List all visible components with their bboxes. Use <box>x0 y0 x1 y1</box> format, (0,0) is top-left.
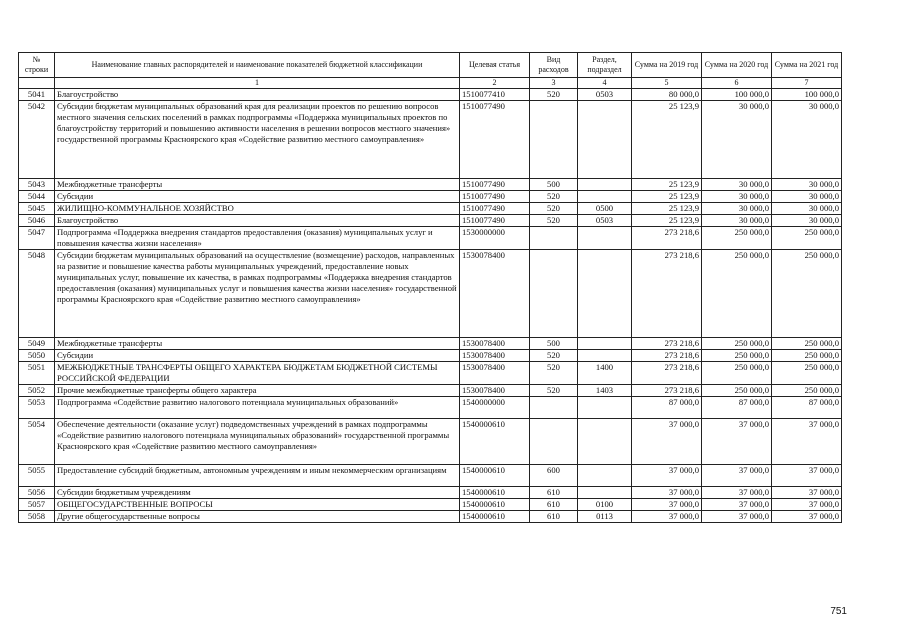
table-row <box>19 499 842 511</box>
cell-name: Предоставление субсидий бюджетным, автономным учреждениям и иным некоммерческим организациям <box>55 465 460 487</box>
cell-section <box>578 191 632 203</box>
cell-expense-type: 600 <box>530 465 578 487</box>
cell-section: 0113 <box>578 511 632 523</box>
cell-section <box>578 179 632 191</box>
cell-sum-2020: 37 000,0 <box>702 465 772 487</box>
cell-row-number: 5045 <box>19 203 55 215</box>
table-row <box>19 362 842 385</box>
cell-section: 0100 <box>578 499 632 511</box>
cell-expense-type: 520 <box>530 385 578 397</box>
cell-name: Подпрограмма «Содействие развитию налогового потенциала муниципальных образований» <box>55 397 460 419</box>
column-number: 4 <box>578 78 632 89</box>
cell-sum-2020: 250 000,0 <box>702 385 772 397</box>
cell-sum-2021: 30 000,0 <box>772 101 842 179</box>
cell-sum-2019: 37 000,0 <box>632 419 702 465</box>
cell-section: 1400 <box>578 362 632 385</box>
cell-row-number: 5041 <box>19 89 55 101</box>
cell-sum-2019: 25 123,9 <box>632 101 702 179</box>
cell-expense-type: 610 <box>530 487 578 499</box>
table-header-row <box>19 53 842 78</box>
cell-sum-2019: 273 218,6 <box>632 362 702 385</box>
column-number: 2 <box>460 78 530 89</box>
cell-target-article: 1540000610 <box>460 465 530 487</box>
cell-expense-type: 520 <box>530 362 578 385</box>
cell-row-number: 5044 <box>19 191 55 203</box>
cell-target-article: 1510077490 <box>460 203 530 215</box>
cell-section <box>578 250 632 338</box>
cell-row-number: 5046 <box>19 215 55 227</box>
cell-sum-2020: 37 000,0 <box>702 511 772 523</box>
cell-target-article: 1530078400 <box>460 338 530 350</box>
cell-section <box>578 227 632 250</box>
cell-target-article: 1510077490 <box>460 179 530 191</box>
cell-section <box>578 397 632 419</box>
header-sum-2019: Сумма на 2019 год <box>632 53 702 78</box>
table-row <box>19 338 842 350</box>
header-expense-type: Вид расходов <box>530 53 578 78</box>
cell-expense-type: 610 <box>530 511 578 523</box>
table-row <box>19 101 842 179</box>
cell-sum-2019: 37 000,0 <box>632 511 702 523</box>
cell-target-article: 1530078400 <box>460 250 530 338</box>
header-name: Наименование главных распорядителей и наименование показателей бюджетной классификации <box>55 53 460 78</box>
header-sum-2021: Сумма на 2021 год <box>772 53 842 78</box>
cell-target-article: 1540000610 <box>460 511 530 523</box>
cell-sum-2021: 30 000,0 <box>772 191 842 203</box>
cell-sum-2019: 25 123,9 <box>632 179 702 191</box>
cell-expense-type: 500 <box>530 179 578 191</box>
cell-row-number: 5055 <box>19 465 55 487</box>
cell-target-article: 1510077490 <box>460 191 530 203</box>
cell-target-article: 1510077410 <box>460 89 530 101</box>
cell-sum-2021: 30 000,0 <box>772 203 842 215</box>
cell-row-number: 5042 <box>19 101 55 179</box>
cell-section <box>578 419 632 465</box>
cell-sum-2019: 25 123,9 <box>632 191 702 203</box>
cell-sum-2021: 100 000,0 <box>772 89 842 101</box>
table-row <box>19 419 842 465</box>
cell-target-article: 1540000000 <box>460 397 530 419</box>
cell-sum-2019: 273 218,6 <box>632 350 702 362</box>
cell-target-article: 1540000610 <box>460 419 530 465</box>
column-numbers-row <box>19 78 842 89</box>
cell-expense-type: 520 <box>530 350 578 362</box>
cell-target-article: 1540000610 <box>460 499 530 511</box>
cell-name: Субсидии бюджетным учреждениям <box>55 487 460 499</box>
column-number: 7 <box>772 78 842 89</box>
cell-name: ЖИЛИЩНО-КОММУНАЛЬНОЕ ХОЗЯЙСТВО <box>55 203 460 215</box>
header-target-article: Целевая статья <box>460 53 530 78</box>
cell-sum-2020: 30 000,0 <box>702 203 772 215</box>
cell-sum-2021: 250 000,0 <box>772 338 842 350</box>
cell-sum-2021: 250 000,0 <box>772 250 842 338</box>
cell-sum-2019: 37 000,0 <box>632 465 702 487</box>
cell-row-number: 5052 <box>19 385 55 397</box>
cell-sum-2021: 37 000,0 <box>772 499 842 511</box>
cell-sum-2020: 30 000,0 <box>702 215 772 227</box>
cell-sum-2020: 30 000,0 <box>702 191 772 203</box>
table-row <box>19 250 842 338</box>
cell-row-number: 5051 <box>19 362 55 385</box>
table-row <box>19 203 842 215</box>
cell-expense-type: 610 <box>530 499 578 511</box>
column-number: 1 <box>55 78 460 89</box>
page-number: 751 <box>830 606 847 617</box>
column-number: 3 <box>530 78 578 89</box>
table-row <box>19 191 842 203</box>
cell-section: 0503 <box>578 215 632 227</box>
header-sum-2020: Сумма на 2020 год <box>702 53 772 78</box>
cell-sum-2020: 250 000,0 <box>702 350 772 362</box>
header-section: Раздел, подраздел <box>578 53 632 78</box>
cell-sum-2020: 100 000,0 <box>702 89 772 101</box>
cell-target-article: 1530078400 <box>460 362 530 385</box>
cell-name: Субсидии <box>55 191 460 203</box>
cell-sum-2021: 37 000,0 <box>772 487 842 499</box>
cell-name: Субсидии бюджетам муниципальных образований края для реализации проектов по решению вопросов местного значения сельских поселений в рамках подпрограммы «Поддержка муниципальных проектов по благоустройству территорий и повышению активности населения в решении вопросов местного значения» государственной программы Красноярского края «Содействие развитию местного самоуправления» <box>55 101 460 179</box>
cell-section <box>578 101 632 179</box>
cell-section <box>578 465 632 487</box>
cell-sum-2021: 37 000,0 <box>772 465 842 487</box>
cell-row-number: 5058 <box>19 511 55 523</box>
cell-name: ОБЩЕГОСУДАРСТВЕННЫЕ ВОПРОСЫ <box>55 499 460 511</box>
cell-sum-2021: 37 000,0 <box>772 511 842 523</box>
cell-row-number: 5054 <box>19 419 55 465</box>
cell-section <box>578 487 632 499</box>
cell-sum-2020: 37 000,0 <box>702 419 772 465</box>
cell-sum-2019: 25 123,9 <box>632 203 702 215</box>
cell-target-article: 1530000000 <box>460 227 530 250</box>
cell-sum-2021: 30 000,0 <box>772 179 842 191</box>
cell-row-number: 5047 <box>19 227 55 250</box>
cell-sum-2019: 37 000,0 <box>632 487 702 499</box>
table-row <box>19 89 842 101</box>
cell-sum-2020: 37 000,0 <box>702 499 772 511</box>
table-row <box>19 397 842 419</box>
cell-expense-type <box>530 419 578 465</box>
cell-row-number: 5056 <box>19 487 55 499</box>
table-row <box>19 350 842 362</box>
cell-sum-2021: 250 000,0 <box>772 350 842 362</box>
header-row-number: № строки <box>19 53 55 78</box>
table-body <box>19 89 842 523</box>
cell-expense-type: 520 <box>530 191 578 203</box>
cell-sum-2019: 87 000,0 <box>632 397 702 419</box>
cell-name: Благоустройство <box>55 215 460 227</box>
cell-name: Другие общегосударственные вопросы <box>55 511 460 523</box>
cell-sum-2021: 250 000,0 <box>772 227 842 250</box>
cell-name: Субсидии бюджетам муниципальных образований на осуществление (возмещение) расходов, направленных на развитие и повышение качества работы муниципальных учреждений, предоставление новых муниципальных услуг, повышение их качества, в рамках подпрограммы «Поддержка внедрения стандартов предоставления (оказания) муниципальных услуг и повышения качества жизни населения» государственной программы Красноярского края «Содействие развитию местного самоуправления» <box>55 250 460 338</box>
table-row <box>19 487 842 499</box>
cell-target-article: 1510077490 <box>460 215 530 227</box>
cell-expense-type <box>530 250 578 338</box>
cell-row-number: 5053 <box>19 397 55 419</box>
cell-sum-2020: 250 000,0 <box>702 338 772 350</box>
cell-section <box>578 338 632 350</box>
cell-sum-2019: 273 218,6 <box>632 227 702 250</box>
cell-sum-2019: 25 123,9 <box>632 215 702 227</box>
cell-sum-2019: 273 218,6 <box>632 385 702 397</box>
cell-expense-type: 520 <box>530 89 578 101</box>
cell-target-article: 1530078400 <box>460 385 530 397</box>
column-number <box>19 78 55 89</box>
cell-name: Субсидии <box>55 350 460 362</box>
cell-target-article: 1510077490 <box>460 101 530 179</box>
cell-row-number: 5048 <box>19 250 55 338</box>
cell-section <box>578 350 632 362</box>
cell-sum-2020: 30 000,0 <box>702 101 772 179</box>
cell-sum-2021: 250 000,0 <box>772 362 842 385</box>
cell-name: Прочие межбюджетные трансферты общего характера <box>55 385 460 397</box>
cell-name: Обеспечение деятельности (оказание услуг) подведомственных учреждений в рамках подпрограммы «Содействие развитию налогового потенциала муниципальных образований» государственной программы Красноярского края «Содействие развитию местного самоуправления» <box>55 419 460 465</box>
cell-section: 0500 <box>578 203 632 215</box>
cell-expense-type <box>530 397 578 419</box>
cell-sum-2020: 250 000,0 <box>702 227 772 250</box>
cell-sum-2020: 250 000,0 <box>702 362 772 385</box>
budget-table <box>18 52 842 523</box>
cell-sum-2019: 273 218,6 <box>632 338 702 350</box>
cell-expense-type <box>530 101 578 179</box>
cell-expense-type: 500 <box>530 338 578 350</box>
cell-target-article: 1530078400 <box>460 350 530 362</box>
column-number: 6 <box>702 78 772 89</box>
cell-name: Подпрограмма «Поддержка внедрения стандартов предоставления (оказания) муниципальных услуг и повышения качества жизни населения» <box>55 227 460 250</box>
cell-sum-2019: 80 000,0 <box>632 89 702 101</box>
table-row <box>19 215 842 227</box>
cell-section: 0503 <box>578 89 632 101</box>
cell-sum-2021: 250 000,0 <box>772 385 842 397</box>
cell-section: 1403 <box>578 385 632 397</box>
cell-target-article: 1540000610 <box>460 487 530 499</box>
cell-name: Межбюджетные трансферты <box>55 179 460 191</box>
cell-sum-2020: 30 000,0 <box>702 179 772 191</box>
cell-sum-2021: 30 000,0 <box>772 215 842 227</box>
cell-sum-2020: 37 000,0 <box>702 487 772 499</box>
cell-expense-type: 520 <box>530 215 578 227</box>
cell-sum-2020: 87 000,0 <box>702 397 772 419</box>
cell-sum-2020: 250 000,0 <box>702 250 772 338</box>
table-row <box>19 385 842 397</box>
cell-row-number: 5050 <box>19 350 55 362</box>
cell-sum-2019: 37 000,0 <box>632 499 702 511</box>
cell-sum-2021: 37 000,0 <box>772 419 842 465</box>
column-number: 5 <box>632 78 702 89</box>
table-row <box>19 511 842 523</box>
table-row <box>19 465 842 487</box>
cell-name: Межбюджетные трансферты <box>55 338 460 350</box>
cell-expense-type <box>530 227 578 250</box>
table-row <box>19 179 842 191</box>
cell-name: Благоустройство <box>55 89 460 101</box>
cell-sum-2019: 273 218,6 <box>632 250 702 338</box>
cell-row-number: 5057 <box>19 499 55 511</box>
cell-expense-type: 520 <box>530 203 578 215</box>
cell-name: МЕЖБЮДЖЕТНЫЕ ТРАНСФЕРТЫ ОБЩЕГО ХАРАКТЕРА БЮДЖЕТАМ БЮДЖЕТНОЙ СИСТЕМЫ РОССИЙСКОЙ ФЕДЕРАЦИИ <box>55 362 460 385</box>
cell-row-number: 5049 <box>19 338 55 350</box>
cell-sum-2021: 87 000,0 <box>772 397 842 419</box>
table-row <box>19 227 842 250</box>
cell-row-number: 5043 <box>19 179 55 191</box>
